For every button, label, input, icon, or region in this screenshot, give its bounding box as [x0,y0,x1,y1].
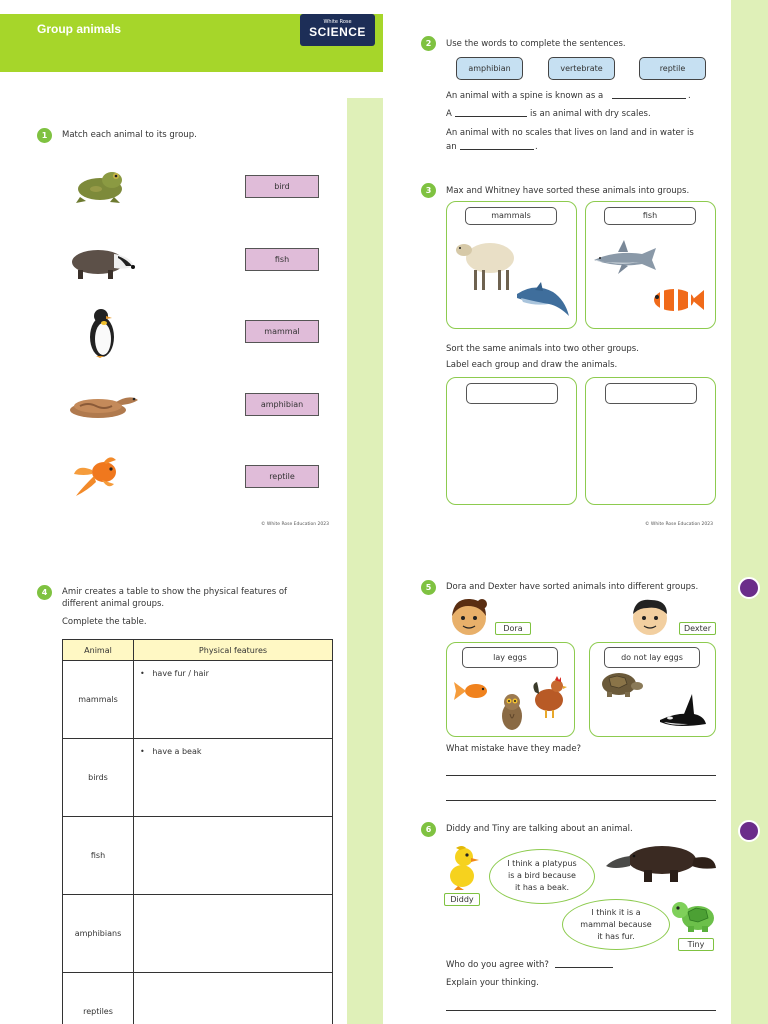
table-row [63,973,333,1024]
sort-label-left[interactable] [466,383,558,404]
group-box-reptile[interactable]: reptile [245,465,319,488]
answer-line[interactable] [612,89,686,99]
animal-cell: amphibians [63,895,134,973]
question-number-1: 1 [37,128,52,143]
middle-margin-band [347,98,383,1024]
question-number-3: 3 [421,183,436,198]
dexter-avatar [627,596,673,638]
q5-instruction: Dora and Dexter have sorted animals into different groups. [446,582,699,592]
period: . [535,142,538,152]
footer-copyright-right: © White Rose Education 2023 [645,522,713,527]
q3-instruction: Max and Whitney have sorted these animals into groups. [446,186,690,196]
dolphin-image [513,282,571,322]
name-tag-tiny: Tiny [678,938,714,951]
orca-image [658,690,708,730]
answer-line[interactable] [446,791,716,801]
name-tag-dexter: Dexter [679,622,716,635]
answer-line[interactable] [460,140,534,150]
sort-label-right[interactable] [605,383,697,404]
answer-line[interactable] [455,107,527,117]
answer-line[interactable] [555,958,613,968]
q4-instruction-line-1: Amir creates a table to show the physical features of [62,587,288,597]
table-row [63,817,333,895]
group-box-bird[interactable]: bird [245,175,319,198]
table-row [63,895,333,973]
question-number-4: 4 [37,585,52,600]
goldfish-image [452,678,492,704]
word-box-vertebrate[interactable]: vertebrate [548,57,615,80]
group-box-fish[interactable]: fish [245,248,319,271]
footer-copyright-left: © White Rose Education 2023 [261,522,329,527]
challenge-badge-icon [738,820,760,842]
question-number-6: 6 [421,822,436,837]
q6-question-agree: Who do you agree with? [446,960,549,970]
q6-question-explain: Explain your thinking. [446,978,539,988]
tortoise-image [597,670,643,698]
q6-instruction: Diddy and Tiny are talking about an animal. [446,824,633,834]
q1-instruction: Match each animal to its group. [62,130,197,140]
animal-cell: mammals [63,661,134,739]
column-header-features: Physical features [134,640,333,661]
q3-sort-instruction: Sort the same animals into two other groups. [446,344,639,354]
word-box-reptile[interactable]: reptile [639,57,706,80]
q2-sentence-2-start: A [446,109,452,119]
platypus-image [604,836,716,888]
group-label-mammals: mammals [465,207,557,225]
speech-bubble-tiny: I think it is a mammal because it has fur. [562,899,670,950]
goldfish-image [74,454,128,498]
group-label-lay-eggs: lay eggs [462,647,558,668]
word-box-amphibian[interactable]: amphibian [456,57,523,80]
penguin-image [86,307,118,359]
features-cell[interactable] [134,973,333,1024]
animal-cell: fish [63,817,134,895]
q2-sentence-3-start: An animal with no scales that lives on land and in water is [446,128,694,138]
frog-image [74,165,126,205]
features-cell[interactable] [134,895,333,973]
tiny-tortoise-avatar [670,896,716,934]
group-label-do-not-lay-eggs: do not lay eggs [604,647,700,668]
period: . [688,91,691,101]
features-cell[interactable]: • have fur / hair [134,661,333,739]
answer-line[interactable] [446,766,716,776]
column-header-animal: Animal [63,640,134,661]
q4-instruction-line-2: different animal groups. [62,599,165,609]
features-cell[interactable]: • have a beak [134,739,333,817]
q4-complete-table: Complete the table. [62,617,147,627]
table-row [63,661,333,739]
snake-image [66,388,140,422]
physical-features-table [62,639,333,1024]
badger-image [68,240,136,280]
animal-cell: birds [63,739,134,817]
q2-sentence-2-end: is an animal with dry scales. [530,109,651,119]
shark-image [592,240,658,278]
white-rose-science-logo: White Rose SCIENCE [300,14,375,46]
q2-sentence-1: An animal with a spine is known as a [446,91,604,101]
q5-question: What mistake have they made? [446,744,582,754]
challenge-badge-icon [738,577,760,599]
q2-sentence-3-end: an [446,142,457,152]
question-number-5: 5 [421,580,436,595]
clownfish-image [648,284,706,318]
animal-cell: reptiles [63,973,134,1024]
name-tag-dora: Dora [495,622,531,635]
group-box-mammal[interactable]: mammal [245,320,319,343]
name-tag-diddy: Diddy [444,893,480,906]
q2-instruction: Use the words to complete the sentences. [446,39,626,49]
page-title: Group animals [37,22,122,36]
table-row [63,739,333,817]
diddy-duck-avatar [446,844,480,890]
sheep-image [454,234,518,294]
dora-avatar [446,596,492,638]
features-cell[interactable] [134,817,333,895]
question-number-2: 2 [421,36,436,51]
group-box-amphibian[interactable]: amphibian [245,393,319,416]
owl-image [498,692,526,732]
group-label-fish: fish [604,207,696,225]
chicken-image [531,676,567,718]
right-margin-band [731,0,768,1024]
q3-label-instruction: Label each group and draw the animals. [446,360,618,370]
answer-line[interactable] [446,1001,716,1011]
speech-bubble-diddy: I think a platypus is a bird because it has a beak. [489,849,595,904]
